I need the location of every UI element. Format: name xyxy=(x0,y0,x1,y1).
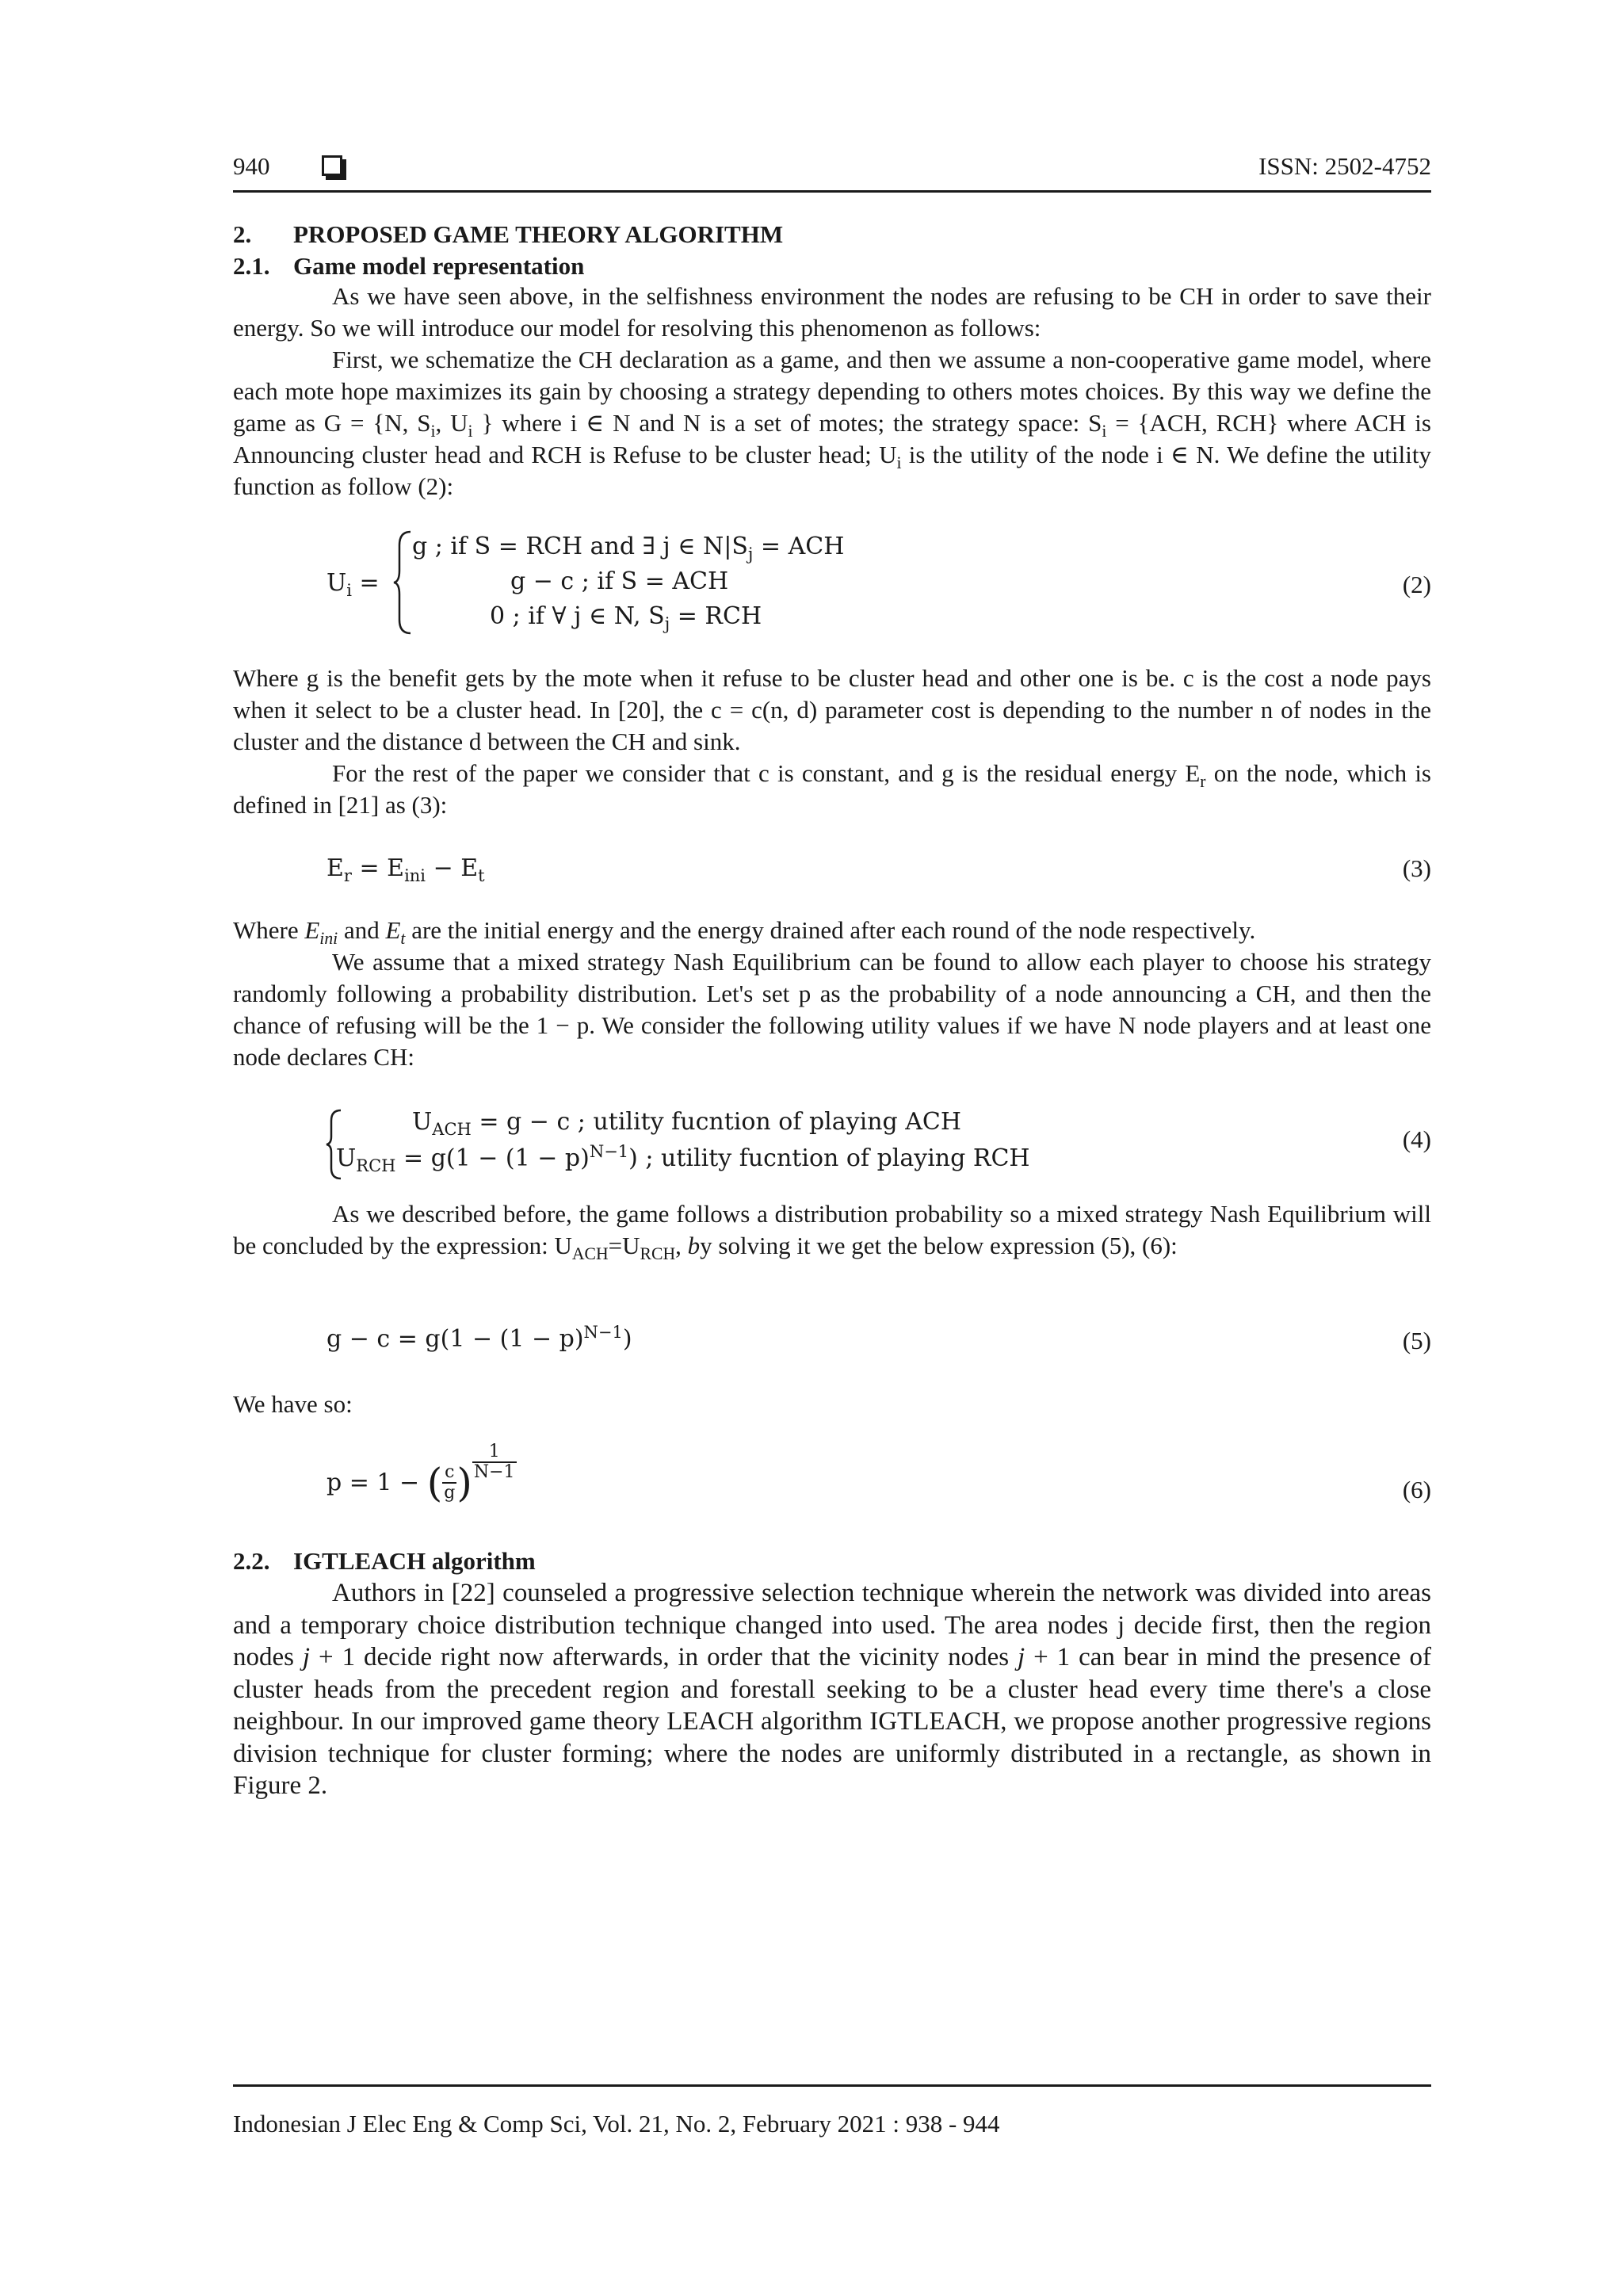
eq5-number: (5) xyxy=(1402,1327,1431,1354)
paragraph-9: Authors in [22] counseled a progressive selection technique wherein the network was divided into areas and a temporary choice distribution technique changed into used. The area nodes j decide first, then the region nodes j + 1 decide right now afterwards, in order that the vicinity nodes j + 1 can bear in mind the presence of cluster heads from the precedent region and forestall seeking to be a cluster head every time there's a close neighbour. In our improved game theory LEACH algorithm IGTLEACH, we propose another progressive regions division technique for cluster forming; where the nodes are uniformly distributed in a rectangle, as shown in Figure 2. xyxy=(233,1579,1431,1800)
paragraph-3: Where g is the benefit gets by the mote when it refuse to be cluster head and other one is be. c is the cost a node pays when it select to be a cluster head. In [20], the c = c(n, d) parameter cost is depending to the number n of nodes in the cluster and the distance d between the CH and sink. xyxy=(233,664,1431,755)
eq2-case-1: g ; if S = RCH and ∃ j ∈ $N|S_j$ = ACH xyxy=(412,533,845,563)
eq6-expression: p = 1 − ( $\frac{c}{g}$ ) $\frac{1}{N-1}$ xyxy=(327,1442,515,1506)
running-header xyxy=(233,152,1431,192)
eq2-case-2: g − c ; if S = ACH xyxy=(510,567,729,595)
left-brace-icon xyxy=(391,529,414,636)
eq2-case-3: 0 ; if ∀ j ∈ N, $S_j$ = RCH xyxy=(490,602,762,633)
section-title: PROPOSED GAME THEORY ALGORITHM xyxy=(293,220,784,248)
eq2-lhs: $U_i$ = xyxy=(327,569,380,600)
eq3-expression: $E_r = E_{ini} - E_t$ xyxy=(327,854,485,885)
eq6-exponent: $\frac{1}{N-1}$ xyxy=(473,1442,515,1482)
paragraph-4: For the rest of the paper we consider that c is constant, and g is the residual energy $E_r$ on the node, which is defined in [21] as (3): xyxy=(233,759,1431,819)
section-number: 2. xyxy=(233,220,252,248)
paragraph-2: First, we schematize the CH declaration as a game, and then we assume a non-cooperative game model, where each mote hope maximizes its gain by choosing a strategy depending to others motes choices. By this way we define the game as G = {N, $S_i$, $U_i$ } where i ∈ N and N is a set of motes; the strategy space: $S_i = \{ACH$, RCH} where ACH is Announcing cluster head and RCH is Refuse to be cluster head; $U_i$ is the utility of the node i ∈ N. We define the utility function as follow (2): xyxy=(233,346,1431,500)
eq2-number: (2) xyxy=(1402,571,1431,598)
section-2-heading xyxy=(233,220,783,249)
paragraph-6: We assume that a mixed strategy Nash Equilibrium can be found to allow each player to choose his strategy randomly following a probability distribution. Let's set p as the probability of a node announcing a CH, and then the chance of refusing will be the 1 − p. We consider the following utility values if we have N node players and at least one node declares CH: xyxy=(233,948,1431,1071)
section-number: 2.1. xyxy=(233,252,270,280)
paragraph-8: We have so: xyxy=(233,1390,353,1418)
eq5-expression: $g - c = g(1 - (1 - p)^{N-1})$ xyxy=(327,1323,632,1353)
section-2-1-heading xyxy=(233,252,584,281)
paragraph-1: As we have seen above, in the selfishness environment the nodes are refusing to be CH in order to save their energy. So we will introduce our model for resolving this phenomenon as follows: xyxy=(233,282,1431,342)
section-title: IGTLEACH algorithm xyxy=(293,1547,536,1575)
eq3-number: (3) xyxy=(1402,854,1431,882)
running-footer: Indonesian J Elec Eng & Comp Sci, Vol. 21, No. 2, February 2021 : 938 - 944 xyxy=(233,2110,1000,2137)
section-title: Game model representation xyxy=(293,252,585,280)
eq4-line-1: $U_{ACH} = g - c$ ; utility fucntion of playing ACH xyxy=(412,1108,962,1139)
paragraph-7: As we described before, the game follows a distribution probability so a mixed strategy Nash Equilibrium will be concluded by the expression: $U_{ACH}=U_{RCH}$, by solving it we get the below expression (5), (6): xyxy=(233,1200,1431,1264)
section-2-2-heading xyxy=(233,1547,536,1576)
eq6-number: (6) xyxy=(1402,1476,1431,1503)
eq6-fraction: $\frac{c}{g}$ xyxy=(444,1462,456,1503)
paragraph-5: Where $E_{ini}$ and $E_t$ are the initial energy and the energy drained after each round of the node respectively. xyxy=(233,916,1256,949)
footer-rule xyxy=(233,2084,1431,2087)
section-number: 2.2. xyxy=(233,1547,270,1575)
page-number: 940 xyxy=(233,152,270,180)
box-bullet-icon xyxy=(322,155,342,176)
eq4-number: (4) xyxy=(1402,1125,1431,1153)
header-rule xyxy=(233,190,1431,193)
issn: ISSN: 2502-4752 xyxy=(1258,152,1431,180)
eq4-line-2: $U_{RCH} = g(1 - (1 - p)^{N-1})$ ; utility fucntion of playing RCH xyxy=(336,1142,1030,1175)
